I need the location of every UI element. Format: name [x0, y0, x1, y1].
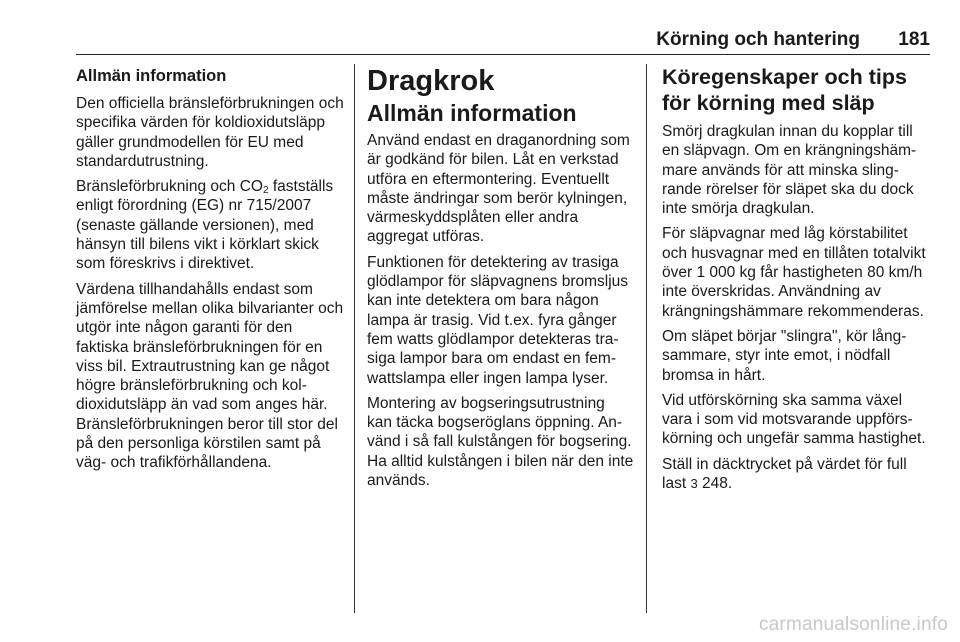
- paragraph: Värdena tillhandahålls endast som jämförelse mellan olika bilvarianter och utgör inte någon garanti för den faktiska bränsleförbrukningen för en viss bil. Extrautrustning kan ge något högre bränsleförbrukning och koldioxidutsläpp än vad som anges här. Bränsleförbrukningen beror till stor del på den personliga körstilen samt på väg- och trafikförhållandena.: [76, 280, 344, 472]
- paragraph: Montering av bogseringsutrustning kan täcka bogseröglans öppning. Använd i så fall kulstången för bogsering. Ha alltid kulstången i bilen när den inte används.: [367, 394, 634, 490]
- column-divider: [646, 64, 647, 613]
- page-number: 181: [898, 29, 930, 50]
- paragraph: Smörj dragkulan innan du kopplar till en släpvagn. Om en krängningshämmare används för att minska slingrande rörelser för släpet ska du dock inte smörja dragkulan.: [662, 123, 917, 218]
- paragraph: [662, 455, 930, 494]
- chapter-heading: Dragkrok: [367, 65, 495, 97]
- subscript: 2: [262, 185, 269, 197]
- section-heading: Allmän information: [367, 100, 577, 126]
- paragraph: Den officiella bränsleförbrukningen och specifika värden för koldioxidutsläpp gäller grundmodellen för EU med standardutrustning.: [76, 95, 344, 170]
- watermark: carmanualsonline.info: [758, 614, 948, 635]
- column-trailer-driving: [662, 64, 930, 499]
- page-reference[interactable]: 248.: [697, 475, 733, 493]
- paragraph: Funktionen för detektering av trasiga glödlampor för släpvagnens bromsljus kan inte detektera om bara någon lampa är trasig. Vid t.ex. fyra gånger fem watts glödlampor detekteras trasiga lampor bara om endast en femwattslampa eller ingen lampa lyser.: [367, 253, 629, 387]
- text: fastställs enligt förordning (EG) nr 715/2007 (senaste gällande versionen), med hänsyn till bilens vikt i körklart skick som föreskrivs i direktivet.: [76, 178, 334, 273]
- paragraph: Vid utförskörning ska samma växel vara i som vid motsvarande uppförskörning och ungefär samma hastighet.: [662, 391, 926, 448]
- text: Ställ in däcktrycket på värdet för full last: [662, 455, 907, 493]
- header-title: Körning och hantering: [656, 29, 860, 50]
- section-heading: Allmän information: [76, 67, 227, 85]
- page-header: [76, 28, 930, 55]
- column-divider: [354, 64, 355, 613]
- paragraph: För släpvagnar med låg körstabilitet och husvagnar med en tillåten totalvikt över 1 000 kg får hastigheten 80 km/h inte överskridas. Användning av krängningshämmare rekommenderas.: [662, 225, 926, 320]
- section-heading: Köregenskaper och tips för körning med släp: [662, 65, 907, 115]
- text: Bränsleförbrukning och CO: [76, 178, 263, 196]
- column-general-info: [76, 64, 344, 479]
- column-tow-hitch: [367, 64, 634, 496]
- page-reference-icon[interactable]: 3: [690, 476, 698, 492]
- paragraph: Om släpet börjar "slingra", kör långsammare, styr inte emot, i nödfall bromsa in hårt.: [662, 327, 907, 384]
- paragraph: Använd endast en draganordning som är godkänd för bilen. Låt en verkstad utföra en eftermontering. Eventuellt måste ändringar som berör kylningen, värmeskyddsplåten eller andra aggregat utföras.: [367, 132, 630, 246]
- paragraph: [76, 177, 344, 273]
